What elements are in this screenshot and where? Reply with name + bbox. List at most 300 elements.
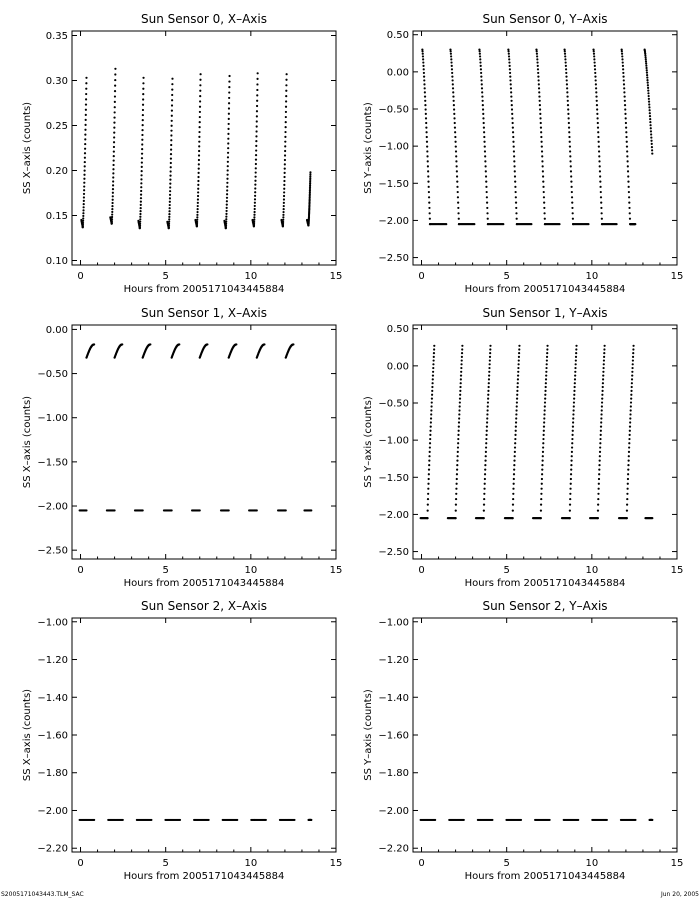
- data-point: [228, 80, 230, 82]
- data-point: [488, 386, 490, 388]
- data-point: [513, 464, 515, 466]
- data-point: [546, 359, 548, 361]
- data-point: [93, 343, 95, 345]
- data-point: [569, 517, 571, 519]
- x-tick-label: 15: [670, 271, 684, 282]
- data-point: [455, 488, 457, 490]
- data-point: [599, 186, 601, 188]
- data-point: [198, 154, 200, 156]
- data-point: [141, 161, 143, 163]
- y-tick-label: −1.00: [378, 141, 409, 153]
- data-point: [427, 170, 429, 172]
- y-tick-label: −2.00: [37, 805, 68, 817]
- data-point: [517, 382, 519, 384]
- data-point: [457, 191, 459, 193]
- data-point: [426, 150, 428, 152]
- data-point: [421, 50, 423, 52]
- data-point: [284, 145, 286, 147]
- data-point: [599, 438, 601, 440]
- data-point: [112, 180, 114, 182]
- x-tick-label: 15: [329, 858, 343, 869]
- data-point: [632, 345, 634, 347]
- data-point: [424, 100, 426, 102]
- data-point: [632, 348, 634, 350]
- data-point: [285, 111, 287, 113]
- data-point: [514, 438, 516, 440]
- data-point: [255, 140, 257, 142]
- data-point: [256, 115, 258, 117]
- data-point: [458, 426, 460, 428]
- data-point: [587, 223, 589, 225]
- data-point: [632, 359, 634, 361]
- data-point: [545, 371, 547, 373]
- data-point: [603, 359, 605, 361]
- x-tick-label: 5: [503, 565, 510, 576]
- data-point: [486, 426, 488, 428]
- data-point: [456, 170, 458, 172]
- data-point: [624, 108, 626, 110]
- data-point: [285, 90, 287, 92]
- data-point: [510, 91, 512, 93]
- data-point: [460, 363, 462, 365]
- data-point: [199, 73, 201, 75]
- data-point: [168, 210, 170, 212]
- data-point: [570, 473, 572, 475]
- data-point: [511, 108, 513, 110]
- data-point: [198, 168, 200, 170]
- data-point: [454, 141, 456, 143]
- data-point: [540, 510, 542, 512]
- data-point: [228, 118, 230, 120]
- data-point: [227, 138, 229, 140]
- data-point: [558, 223, 560, 225]
- data-point: [83, 185, 85, 187]
- data-point: [282, 223, 284, 225]
- data-point: [651, 819, 653, 821]
- data-point: [541, 145, 543, 147]
- data-point: [434, 819, 436, 821]
- data-point: [228, 107, 230, 109]
- data-point: [254, 180, 256, 182]
- data-point: [114, 106, 116, 108]
- data-point: [431, 390, 433, 392]
- data-point: [569, 141, 571, 143]
- data-point: [168, 213, 170, 215]
- data-point: [509, 72, 511, 74]
- data-point: [646, 69, 648, 71]
- data-point: [111, 205, 113, 207]
- data-point: [621, 50, 623, 52]
- data-point: [83, 193, 85, 195]
- data-point: [425, 122, 427, 124]
- data-point: [483, 131, 485, 133]
- data-point: [649, 109, 651, 111]
- y-tick-label: −1.50: [378, 178, 409, 190]
- data-point: [568, 126, 570, 128]
- data-point: [228, 86, 230, 88]
- data-point: [457, 434, 459, 436]
- data-point: [629, 421, 631, 423]
- data-point: [627, 464, 629, 466]
- data-point: [486, 212, 488, 214]
- y-axis-label: SS Y–axis (counts): [363, 689, 374, 781]
- data-point: [540, 493, 542, 495]
- data-point: [573, 409, 575, 411]
- data-point: [457, 212, 459, 214]
- data-point: [85, 98, 87, 100]
- data-point: [572, 426, 574, 428]
- data-point: [85, 103, 87, 105]
- data-point: [228, 123, 230, 125]
- data-point: [455, 498, 457, 500]
- data-point: [536, 58, 538, 60]
- y-tick-label: 0.50: [386, 324, 409, 336]
- data-point: [603, 348, 605, 350]
- data-point: [428, 207, 430, 209]
- data-point: [284, 163, 286, 165]
- data-point: [625, 131, 627, 133]
- x-tick-label: 10: [244, 858, 258, 869]
- data-point: [631, 378, 633, 380]
- data-point: [427, 160, 429, 162]
- data-point: [197, 188, 199, 190]
- data-point: [540, 131, 542, 133]
- data-point: [599, 446, 601, 448]
- data-point: [481, 91, 483, 93]
- data-point: [285, 100, 287, 102]
- data-point: [82, 222, 84, 224]
- data-point: [568, 117, 570, 119]
- data-point: [171, 125, 173, 127]
- data-point: [487, 401, 489, 403]
- data-point: [539, 104, 541, 106]
- data-point: [427, 181, 429, 183]
- data-point: [199, 121, 201, 123]
- data-point: [570, 181, 572, 183]
- data-point: [600, 426, 602, 428]
- data-point: [598, 145, 600, 147]
- data-point: [625, 126, 627, 128]
- data-point: [197, 176, 199, 178]
- data-point: [84, 143, 86, 145]
- data-point: [512, 131, 514, 133]
- data-point: [256, 89, 258, 91]
- data-point: [432, 378, 434, 380]
- y-tick-label: −0.50: [378, 104, 409, 116]
- data-point: [226, 178, 228, 180]
- data-point: [647, 82, 649, 84]
- data-point: [424, 104, 426, 106]
- data-point: [599, 175, 601, 177]
- data-point: [541, 473, 543, 475]
- data-point: [575, 352, 577, 354]
- data-point: [545, 386, 547, 388]
- x-axis-label: Hours from 2005171043445884: [123, 578, 285, 589]
- data-point: [570, 478, 572, 480]
- data-point: [596, 113, 598, 115]
- data-point: [227, 156, 229, 158]
- x-tick-label: 0: [418, 271, 425, 282]
- data-point: [84, 129, 86, 131]
- data-point: [573, 401, 575, 403]
- data-point: [543, 202, 545, 204]
- data-point: [544, 409, 546, 411]
- data-point: [541, 464, 543, 466]
- data-point: [482, 113, 484, 115]
- data-point: [628, 442, 630, 444]
- data-point: [84, 165, 86, 167]
- plot-frame: [413, 618, 677, 852]
- data-point: [457, 446, 459, 448]
- data-point: [484, 483, 486, 485]
- y-tick-label: −1.20: [378, 655, 409, 667]
- data-point: [512, 488, 514, 490]
- data-point: [114, 95, 116, 97]
- data-point: [483, 136, 485, 138]
- data-point: [84, 161, 86, 163]
- data-point: [168, 221, 170, 223]
- data-point: [309, 173, 311, 175]
- y-tick-label: −1.00: [37, 413, 68, 425]
- data-point: [488, 378, 490, 380]
- data-point: [457, 207, 459, 209]
- data-point: [543, 417, 545, 419]
- data-point: [546, 352, 548, 354]
- data-point: [517, 374, 519, 376]
- x-axis-label: Hours from 2005171043445884: [464, 578, 626, 589]
- y-tick-label: 0.50: [386, 30, 409, 42]
- data-point: [463, 819, 465, 821]
- data-point: [577, 819, 579, 821]
- data-point: [575, 359, 577, 361]
- y-tick-label: −2.20: [37, 843, 68, 855]
- data-point: [227, 165, 229, 167]
- data-point: [450, 58, 452, 60]
- data-point: [427, 504, 429, 506]
- data-point: [225, 220, 227, 222]
- data-point: [630, 390, 632, 392]
- data-point: [142, 509, 144, 511]
- data-point: [615, 223, 617, 225]
- data-point: [598, 160, 600, 162]
- data-point: [169, 182, 171, 184]
- data-point: [228, 75, 230, 77]
- data-point: [122, 819, 124, 821]
- data-point: [198, 136, 200, 138]
- data-point: [284, 150, 286, 152]
- data-point: [573, 405, 575, 407]
- data-point: [451, 68, 453, 70]
- data-point: [625, 136, 627, 138]
- data-point: [540, 488, 542, 490]
- data-point: [484, 460, 486, 462]
- data-point: [170, 162, 172, 164]
- data-point: [513, 160, 515, 162]
- data-point: [482, 108, 484, 110]
- data-point: [600, 421, 602, 423]
- data-point: [142, 93, 144, 95]
- data-point: [426, 155, 428, 157]
- data-point: [253, 214, 255, 216]
- data-point: [512, 510, 514, 512]
- data-point: [140, 174, 142, 176]
- data-point: [427, 483, 429, 485]
- data-point: [424, 91, 426, 93]
- data-point: [520, 819, 522, 821]
- data-point: [512, 504, 514, 506]
- footer-filename: S2005171043443.TLM_SAC: [1, 891, 84, 898]
- data-point: [628, 202, 630, 204]
- data-point: [141, 139, 143, 141]
- data-point: [178, 343, 180, 345]
- data-point: [141, 129, 143, 131]
- data-point: [540, 141, 542, 143]
- data-point: [486, 430, 488, 432]
- data-point: [537, 72, 539, 74]
- data-point: [85, 77, 87, 79]
- data-point: [285, 121, 287, 123]
- data-point: [538, 87, 540, 89]
- data-point: [574, 382, 576, 384]
- data-point: [542, 455, 544, 457]
- data-point: [112, 176, 114, 178]
- data-point: [509, 79, 511, 81]
- data-point: [518, 352, 520, 354]
- data-point: [651, 143, 653, 145]
- data-point: [169, 186, 171, 188]
- data-point: [573, 390, 575, 392]
- data-point: [139, 218, 141, 220]
- data-point: [645, 62, 647, 64]
- data-point: [429, 218, 431, 220]
- data-point: [284, 136, 286, 138]
- data-point: [627, 175, 629, 177]
- data-point: [235, 343, 237, 345]
- data-point: [515, 191, 517, 193]
- data-point: [199, 111, 201, 113]
- chart-title: Sun Sensor 1, X–Axis: [141, 306, 267, 320]
- data-point: [113, 146, 115, 148]
- data-point: [236, 819, 238, 821]
- data-point: [85, 93, 87, 95]
- data-point: [428, 473, 430, 475]
- data-point: [228, 113, 230, 115]
- data-point: [574, 371, 576, 373]
- data-point: [485, 434, 487, 436]
- data-point: [539, 113, 541, 115]
- data-point: [253, 221, 255, 223]
- y-tick-label: −1.40: [37, 692, 68, 704]
- data-point: [546, 345, 548, 347]
- data-point: [508, 61, 510, 63]
- data-point: [113, 155, 115, 157]
- data-point: [461, 356, 463, 358]
- data-point: [83, 206, 85, 208]
- data-point: [456, 464, 458, 466]
- data-point: [197, 184, 199, 186]
- data-point: [604, 345, 606, 347]
- data-point: [647, 89, 649, 91]
- data-point: [482, 100, 484, 102]
- data-point: [82, 220, 84, 222]
- y-tick-label: −1.50: [37, 457, 68, 469]
- data-point: [455, 155, 457, 157]
- data-point: [649, 121, 651, 123]
- data-point: [597, 504, 599, 506]
- data-point: [628, 207, 630, 209]
- y-axis-label: SS X–axis (counts): [22, 688, 33, 782]
- data-point: [599, 451, 601, 453]
- data-point: [112, 195, 114, 197]
- data-point: [541, 483, 543, 485]
- data-point: [284, 159, 286, 161]
- data-point: [645, 56, 647, 58]
- data-point: [650, 127, 652, 129]
- data-point: [630, 394, 632, 396]
- data-point: [571, 451, 573, 453]
- data-point: [452, 83, 454, 85]
- data-point: [112, 172, 114, 174]
- x-tick-label: 10: [585, 858, 599, 869]
- data-point: [543, 434, 545, 436]
- data-point: [514, 175, 516, 177]
- chart-panel-4: [22, 599, 342, 882]
- data-point: [285, 95, 287, 97]
- data-point: [423, 72, 425, 74]
- data-point: [457, 196, 459, 198]
- data-point: [168, 216, 170, 218]
- data-point: [455, 160, 457, 162]
- data-point: [538, 79, 540, 81]
- data-point: [622, 68, 624, 70]
- data-point: [140, 207, 142, 209]
- data-point: [599, 460, 601, 462]
- y-tick-label: 0.20: [45, 166, 68, 177]
- data-point: [256, 94, 258, 96]
- data-point: [265, 819, 267, 821]
- data-point: [113, 116, 115, 118]
- data-point: [142, 114, 144, 116]
- data-point: [488, 371, 490, 373]
- data-point: [285, 79, 287, 81]
- data-point: [433, 352, 435, 354]
- data-point: [197, 198, 199, 200]
- data-point: [509, 76, 511, 78]
- data-point: [257, 72, 259, 74]
- data-point: [646, 72, 648, 74]
- y-tick-label: −1.80: [37, 768, 68, 780]
- data-point: [600, 413, 602, 415]
- y-tick-label: 0.00: [386, 67, 409, 79]
- data-point: [565, 65, 567, 67]
- data-point: [566, 83, 568, 85]
- data-point: [566, 87, 568, 89]
- data-point: [517, 367, 519, 369]
- data-point: [485, 170, 487, 172]
- data-point: [598, 150, 600, 152]
- data-point: [142, 109, 144, 111]
- data-point: [460, 382, 462, 384]
- data-point: [485, 181, 487, 183]
- data-point: [628, 451, 630, 453]
- data-point: [225, 225, 227, 227]
- data-point: [511, 113, 513, 115]
- data-point: [622, 72, 624, 74]
- data-point: [599, 165, 601, 167]
- data-point: [542, 460, 544, 462]
- data-point: [227, 147, 229, 149]
- data-point: [627, 165, 629, 167]
